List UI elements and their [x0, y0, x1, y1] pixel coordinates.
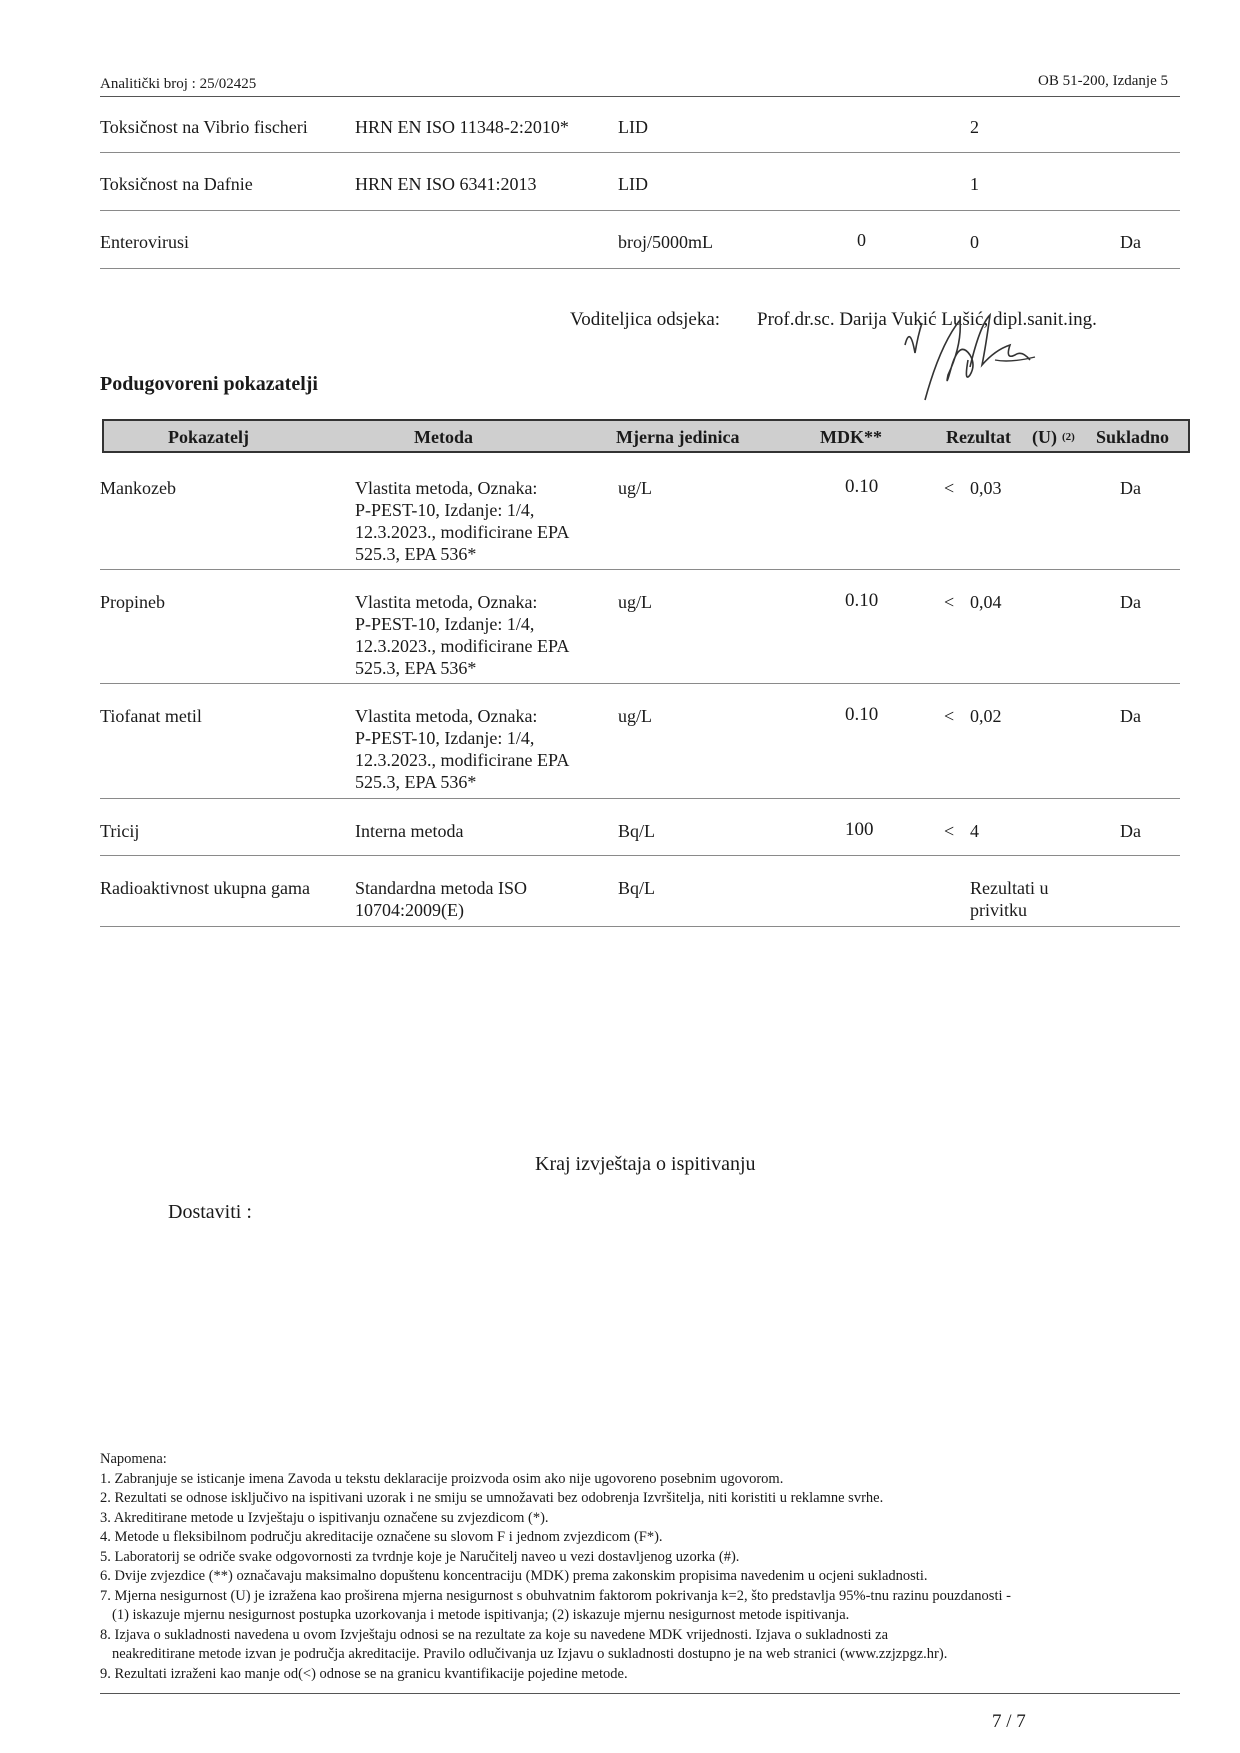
note-item: 3. Akreditirane metode u Izvještaju o ispitivanju označene su zvjezdicom (*).: [100, 1509, 549, 1526]
method-line: 525.3, EPA 536*: [355, 658, 477, 678]
col-header-result: Rezultat: [946, 427, 1011, 447]
col-header-uncertainty: (U): [1032, 427, 1057, 447]
row-divider: [100, 152, 1180, 153]
page-number: 7 / 7: [992, 1711, 1026, 1732]
indicator-name: Propineb: [100, 592, 165, 612]
method-line: 12.3.2023., modificirane EPA: [355, 750, 570, 770]
mdk-value: 0.10: [845, 704, 879, 725]
method-text: [355, 477, 600, 565]
indicator-name: Mankozeb: [100, 478, 176, 498]
method-line: P-PEST-10, Izdanje: 1/4,: [355, 500, 535, 520]
col-header-compliant: Sukladno: [1096, 427, 1170, 447]
method-line: 12.3.2023., modificirane EPA: [355, 636, 570, 656]
compliant: Da: [1120, 232, 1141, 252]
unit: Bq/L: [618, 821, 656, 841]
indicator-name: Toksičnost na Vibrio fischeri: [100, 117, 308, 137]
unit: LID: [618, 174, 648, 194]
row-divider: [100, 210, 1180, 211]
note-item: 6. Dvije zvjezdice (**) označavaju maksimalno dopuštenu koncentraciju (MDK) prema zakonskim propisima navedenim u ocjeni sukladnosti.: [100, 1568, 928, 1584]
document-code: OB 51-200, Izdanje 5: [1038, 73, 1168, 89]
less-than-sign: <: [944, 821, 955, 841]
row-divider: [100, 855, 1180, 856]
mdk-value: 0.10: [845, 590, 879, 611]
result: 4: [970, 821, 979, 841]
compliant: Da: [1120, 821, 1141, 841]
method-text: [355, 591, 600, 679]
note-item: 4. Metode u fleksibilnom području akreditacije označene su slovom F i jednom zvjezdicom (F*).: [100, 1529, 663, 1545]
indicator-name: Toksičnost na Dafnie: [100, 174, 253, 194]
method-line: Standardna metoda ISO: [355, 878, 527, 898]
col-header-uncertainty-note: (2): [1062, 431, 1075, 443]
supervisor-name: Prof.dr.sc. Darija Vukić Lušić, dipl.sanit.ing.: [757, 309, 1097, 330]
result: 1: [970, 174, 979, 194]
note-item: 1. Zabranjuje se isticanje imena Zavoda u tekstu deklaracije proizvoda osim ako nije ugovoreno posebnim ugovorom.: [100, 1470, 784, 1487]
method: HRN EN ISO 11348-2:2010*: [355, 117, 569, 137]
section-title: Podugovoreni pokazatelji: [100, 373, 318, 395]
result: 0,02: [970, 706, 1002, 726]
unit: Bq/L: [618, 878, 656, 898]
mdk-value: 0: [857, 230, 866, 250]
method-line: Vlastita metoda, Oznaka:: [355, 592, 538, 612]
end-of-report: Kraj izvještaja o ispitivanju: [535, 1153, 756, 1175]
col-header-mdk: MDK**: [820, 427, 882, 447]
result: 0,03: [970, 478, 1002, 498]
analytic-number: Analitički broj : 25/02425: [100, 76, 257, 92]
indicator-name: Tiofanat metil: [100, 706, 202, 726]
method-line: Vlastita metoda, Oznaka:: [355, 478, 538, 498]
col-header-unit: Mjerna jedinica: [616, 427, 740, 447]
header-rule: [100, 96, 1180, 97]
mdk-value: 100: [845, 819, 874, 840]
row-divider: [100, 798, 1180, 799]
row-divider: [100, 268, 1180, 269]
unit: broj/5000mL: [618, 232, 713, 252]
row-divider: [100, 569, 1180, 570]
compliant: Da: [1120, 706, 1141, 726]
method-line: 10704:2009(E): [355, 900, 464, 920]
note-item: (1) iskazuje mjernu nesigurnost postupka uzorkovanja i metode ispitivanja; (2) iskazuje mjernu nesigurnost metode ispitivanja.: [112, 1607, 850, 1623]
notes-block: [100, 1450, 1180, 1684]
method-line: P-PEST-10, Izdanje: 1/4,: [355, 614, 535, 634]
row-divider: [100, 683, 1180, 684]
supervisor-label: Voditeljica odsjeka:: [570, 309, 721, 330]
compliant: Da: [1120, 478, 1141, 498]
note-item: 8. Izjava o sukladnosti navedena u ovom Izvještaju odnosi se na rezultate za koje su navedene MDK vrijednosti. Izjava o sukladnosti za: [100, 1626, 888, 1643]
method-line: Vlastita metoda, Oznaka:: [355, 706, 538, 726]
method-line: P-PEST-10, Izdanje: 1/4,: [355, 728, 535, 748]
method-line: Interna metoda: [355, 821, 464, 841]
compliant: Da: [1120, 592, 1141, 612]
mdk-value: 0.10: [845, 476, 879, 497]
notes-title: Napomena:: [100, 1451, 167, 1467]
footer-rule: [100, 1693, 1180, 1694]
table-header: [102, 419, 1190, 453]
unit: ug/L: [618, 592, 652, 612]
unit: ug/L: [618, 478, 652, 498]
result: 0,04: [970, 592, 1002, 612]
method-line: 525.3, EPA 536*: [355, 544, 477, 564]
method-line: 525.3, EPA 536*: [355, 772, 477, 792]
indicator-name: Radioaktivnost ukupna gama: [100, 878, 310, 898]
note-item: 9. Rezultati izraženi kao manje od(<) odnose se na granicu kvantifikacije pojedine metode.: [100, 1665, 628, 1682]
indicator-name: Enterovirusi: [100, 232, 189, 252]
method-text: [355, 820, 600, 842]
unit: LID: [618, 117, 648, 137]
col-header-method: Metoda: [414, 427, 473, 447]
signature-image: [900, 305, 1060, 420]
note-item: 5. Laboratorij se odriče svake odgovornosti za tvrdnje koje je Naručitelj naveo u vezi dostavljenog uzorka (#).: [100, 1548, 740, 1565]
method-text: [355, 705, 600, 793]
unit: ug/L: [618, 706, 652, 726]
note-item: neakreditirane metode izvan je područja akreditacije. Pravilo odlučivanja uz Izjavu o sukladnosti dostupno je na web stranici (www.zzjzpgz.hr).: [112, 1646, 948, 1662]
deliver-label: Dostaviti :: [168, 1201, 252, 1223]
result: 0: [970, 232, 979, 252]
result: 2: [970, 117, 979, 137]
less-than-sign: <: [944, 478, 955, 498]
indicator-name: Tricij: [100, 821, 140, 841]
row-divider: [100, 926, 1180, 927]
note-item: 2. Rezultati se odnose isključivo na ispitivani uzorak i ne smiju se umnožavati bez odobrenja Izvršitelja, niti koristiti u reklamne svrhe.: [100, 1490, 884, 1506]
note-item: 7. Mjerna nesigurnost (U) je izražena kao proširena mjerna nesigurnost s obuhvatnim faktorom pokrivanja k=2, što predstavlja 95%-tnu razinu pouzdanosti -: [100, 1587, 1011, 1604]
method: HRN EN ISO 6341:2013: [355, 174, 537, 194]
less-than-sign: <: [944, 706, 955, 726]
method-text: [355, 877, 600, 921]
result: Rezultati u privitku: [970, 878, 1049, 920]
method-line: 12.3.2023., modificirane EPA: [355, 522, 570, 542]
col-header-indicator: Pokazatelj: [168, 427, 249, 447]
less-than-sign: <: [944, 592, 955, 612]
